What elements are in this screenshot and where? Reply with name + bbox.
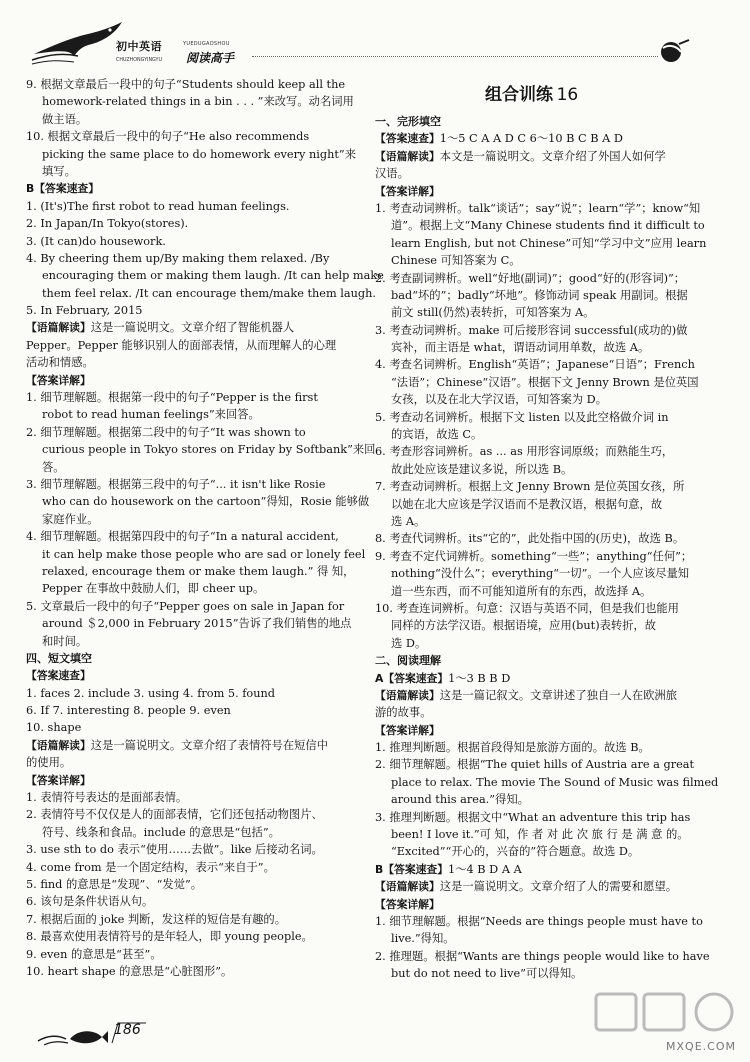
text-line: 道”。根据上文“Many Chinese students find it difficult to <box>391 219 705 233</box>
text-line: 故此处应该是建议多说，所以选 B。 <box>391 462 573 476</box>
text-line: Pepper 在事故中鼓励人们，即 cheer up。 <box>42 582 265 596</box>
text-line: Chinese 可知答案为 C。 <box>391 254 521 268</box>
text-line: 6. 考查形容词辨析。as ... as 用形容词原级；而熟能生巧， <box>375 445 674 459</box>
text-line: 2. 细节理解题。根据第二段中的句子“It was shown to <box>26 425 306 439</box>
fish-footer-icon <box>36 1027 108 1049</box>
unit-title-number: 16 <box>556 85 579 105</box>
text-line: 9. 考查不定代词辨析。something“一些”；anything“任何”； <box>375 549 693 563</box>
text-line: 前文 still(仍然)表转折，可知答案为 A。 <box>391 306 595 320</box>
text-line: 填写。 <box>42 164 76 178</box>
text-line: 女孩，以及在北大学汉语，可知答案为 D。 <box>391 393 607 407</box>
text-line: 2. 考查副词辨析。well“好地(副词)”；good“好的(形容词)”； <box>375 271 686 285</box>
text-line: 道一些东西，而不可能知道所有的东西，故选择 A。 <box>391 584 652 598</box>
text-line: picking the same place to do homework every night”来 <box>42 147 356 161</box>
text-line: 2. 表情符号不仅仅是人的面部表情，它们还包括动物图片、 <box>26 808 323 822</box>
text-line: 5. find 的意思是“发现”、“发觉”。 <box>26 877 203 891</box>
text-line: 3. 推理判断题。根据文中“What an adventure this trip has <box>375 810 691 824</box>
text-line: 1. 考查动词辨析。talk“谈话”；say“说”；learn“学”；know“知 <box>375 201 701 215</box>
header-divider <box>252 56 658 57</box>
dolphin-logo-icon <box>30 20 126 68</box>
page-header <box>0 0 750 72</box>
text-line: 活动和情感。 <box>26 356 94 370</box>
text-line: 和时间。 <box>42 634 88 648</box>
text-line: 同样的方法学汉语。根据语境，应用(but)表转折，故 <box>391 619 657 633</box>
section-heading: 二、阅读理解 <box>375 654 441 668</box>
answer-label: 【答案详解】 <box>26 773 91 787</box>
text-line: 【语篇解读】本文是一篇说明文。文章介绍了外国人如何学 <box>375 149 666 163</box>
text-line: Pepper。Pepper 能够识别人的面部表情，从而理解人的心理 <box>26 338 337 352</box>
text-line: 2. 推理题。根据“Wants are things people would like to have <box>375 949 710 963</box>
text-line: it can help make those people who are sad or lonely feel <box>42 547 366 561</box>
text-line: 1. 表情符号表达的是面部表情。 <box>26 791 188 805</box>
text-line: 的使用。 <box>26 756 72 770</box>
text-line: 【语篇解读】这是一篇说明文。文章介绍了智能机器人 <box>26 321 295 335</box>
text-line: curious people in Tokyo stores on Friday by Softbank”来回 <box>42 443 376 457</box>
text-line: 3. (It can)do housework. <box>26 234 166 248</box>
text-line: 答。 <box>42 460 65 474</box>
text-line: place to relax. The movie The Sound of Music was filmed <box>391 775 719 789</box>
text-line: 10. 考查连词辨析。句意：汉语与英语不同，但是我们也能用 <box>375 601 679 615</box>
text-line: 6. If 7. interesting 8. people 9. even <box>26 704 231 718</box>
text-line: B【答案速查】1～4 B D A A <box>375 862 522 876</box>
text-line: bad“坏的”；badly“坏地”。修饰动词 speak 用副词。根据 <box>391 288 688 302</box>
answer-label: 【答案详解】 <box>375 184 440 198</box>
text-line: 1. 推理判断题。根据首段得知是旅游方面的。故选 B。 <box>375 741 650 755</box>
text-line: homework-related things in a bin . . . ”来改写。动名词用 <box>42 95 354 109</box>
text-line: 1. (It's)The first robot to read human feelings. <box>26 199 290 213</box>
text-line: 4. 细节理解题。根据第四段中的句子“In a natural accident, <box>26 530 339 544</box>
text-line: 4. By cheering them up/By making them relaxed. /By <box>26 251 330 265</box>
answer-label: 【答案详解】 <box>375 723 440 737</box>
text-line: 5. 文章最后一段中的句子“Pepper goes on sale in Japan for <box>26 599 345 613</box>
unit-title-text: 组合训练 <box>485 85 553 105</box>
text-line: 4. come from 是一个固定结构，表示“来自于”。 <box>26 860 275 874</box>
text-line: 8. 最喜欢使用表情符号的是年轻人，即 young people。 <box>26 930 313 944</box>
text-line: live.”得知。 <box>391 932 455 946</box>
text-line: relaxed, encourage them or make them laugh.” 得 知， <box>42 564 355 578</box>
answer-label: B【答案速查】 <box>26 182 100 196</box>
text-line: them feel relax. /It can encourage them/make them laugh. <box>42 286 376 300</box>
text-line: 7. 考查动词辨析。根据上文 Jenny Brown 是位英国女孩，所 <box>375 480 685 494</box>
right-column-body <box>375 113 723 983</box>
text-line: learn English, but not Chinese”可知“学习中文”应用 learn <box>391 236 707 250</box>
text-line: been! I love it.”可 知，作 者 对 此 次 旅 行 是 满 意 的。 <box>391 828 689 842</box>
text-line: robot to read human feelings”来回答。 <box>42 408 260 422</box>
text-line: 【语篇解读】这是一篇记叙文。文章讲述了独自一人在欧洲旅 <box>375 688 678 702</box>
text-line: nothing“没什么”；everything“一切”。一个人应该尽量知 <box>391 567 690 581</box>
brand-title: 初中英语 <box>116 40 162 53</box>
text-line: 1. 细节理解题。根据第一段中的句子“Pepper is the first <box>26 391 318 405</box>
text-line: “法语”；Chinese“汉语”。根据下文 Jenny Brown 是位英国 <box>391 375 699 389</box>
text-line: 5. 考查动名词辨析。根据下文 listen 以及此空格做介词 in <box>375 410 669 424</box>
text-line: 3. 细节理解题。根据第三段中的句子“... it isn't like Rosie <box>26 477 326 491</box>
text-line: “Excited”“开心的，兴奋的”符合题意。故选 D。 <box>391 845 640 859</box>
text-line: 6. 该句是条件状语从句。 <box>26 895 154 909</box>
text-line: 10. shape <box>26 721 82 735</box>
section-heading: 一、完形填空 <box>375 115 441 128</box>
watermark-text: MXQE.COM <box>666 1040 736 1053</box>
text-line: 10. 根据文章最后一段中的句子“He also recommends <box>26 130 310 144</box>
text-line: 符号、线条和食品。include 的意思是“包括”。 <box>42 825 280 839</box>
answer-label: 【答案详解】 <box>26 373 91 387</box>
text-line: 家庭作业。 <box>42 512 99 526</box>
text-line: 以她在北大应该是学汉语而不是教汉语，根据句意，故 <box>391 497 663 511</box>
ball-decoration-icon <box>655 38 691 64</box>
text-line: 2. In Japan/In Tokyo(stores). <box>26 217 189 231</box>
text-line: 宾补，而主语是 what，谓语动词用单数，故选 A。 <box>391 341 650 355</box>
unit-title <box>375 80 723 110</box>
text-line: around ＄2,000 in February 2015”告诉了我们销售的地点 <box>42 617 352 631</box>
text-line: 9. even 的意思是“甚至”。 <box>26 947 162 961</box>
text-line: A【答案速查】1～3 B B D <box>375 671 511 685</box>
brand-subtitle: 阅读高手 <box>186 51 235 65</box>
text-line: 选 D。 <box>391 636 427 650</box>
page-number: 186 <box>114 1022 141 1038</box>
text-line: 游的故事。 <box>375 706 432 720</box>
text-line: 1. 细节理解题。根据“Needs are things people must have to <box>375 914 703 928</box>
answer-label: 【答案详解】 <box>375 897 440 911</box>
text-line: 【语篇解读】这是一篇说明文。文章介绍了人的需要和愿望。 <box>375 880 678 894</box>
text-line: 9. 根据文章最后一段中的句子“Students should keep all the <box>26 78 346 91</box>
left-column <box>26 76 384 980</box>
text-line: encouraging them or making them laugh. /It can help make <box>42 269 384 283</box>
section-heading: 四、短文填空 <box>26 651 92 665</box>
text-line: 4. 考查名词辨析。English“英语”；Japanese“日语”；French <box>375 358 695 372</box>
text-line: 汉语。 <box>375 167 409 181</box>
text-line: 2. 细节理解题。根据“The quiet hills of Austria are a great <box>375 758 695 772</box>
text-line: 的宾语，故选 C。 <box>391 428 483 442</box>
text-line: 3. use sth to do 表示“使用……去做”。like 后接动名词。 <box>26 843 323 857</box>
text-line: 5. In February, 2015 <box>26 304 143 318</box>
text-line: 1. faces 2. include 3. using 4. from 5. found <box>26 686 276 700</box>
right-column <box>375 76 723 983</box>
text-line: 3. 考查动词辨析。make 可后接形容词 successful(成功的)做 <box>375 323 688 337</box>
answer-label: 【答案速查】 <box>26 669 91 683</box>
text-line: but do not need to live”可以得知。 <box>391 967 583 981</box>
brand-sub-pinyin: CHUZHONGYINGYU <box>116 58 162 63</box>
text-line: around this area.”得知。 <box>391 793 529 807</box>
text-line: who can do housework on the cartoon”得知，Rosie 能够做 <box>42 495 370 509</box>
text-line: 10. heart shape 的意思是“心脏图形”。 <box>26 964 233 978</box>
text-line: 【答案速查】1～5 C A A D C 6～10 B C B A D <box>375 132 623 146</box>
text-line: 8. 考查代词辨析。its“它的”，此处指中国的(历史)，故选 B。 <box>375 532 685 546</box>
text-line: 选 A。 <box>391 514 426 528</box>
text-line: 7. 根据后面的 joke 判断，发这样的短信是有趣的。 <box>26 912 287 926</box>
brand-pinyin: YUEDUGAOSHOU <box>183 41 230 47</box>
text-line: 【语篇解读】这是一篇说明文。文章介绍了表情符号在短信中 <box>26 738 329 752</box>
text-line: 做主语。 <box>42 112 88 126</box>
